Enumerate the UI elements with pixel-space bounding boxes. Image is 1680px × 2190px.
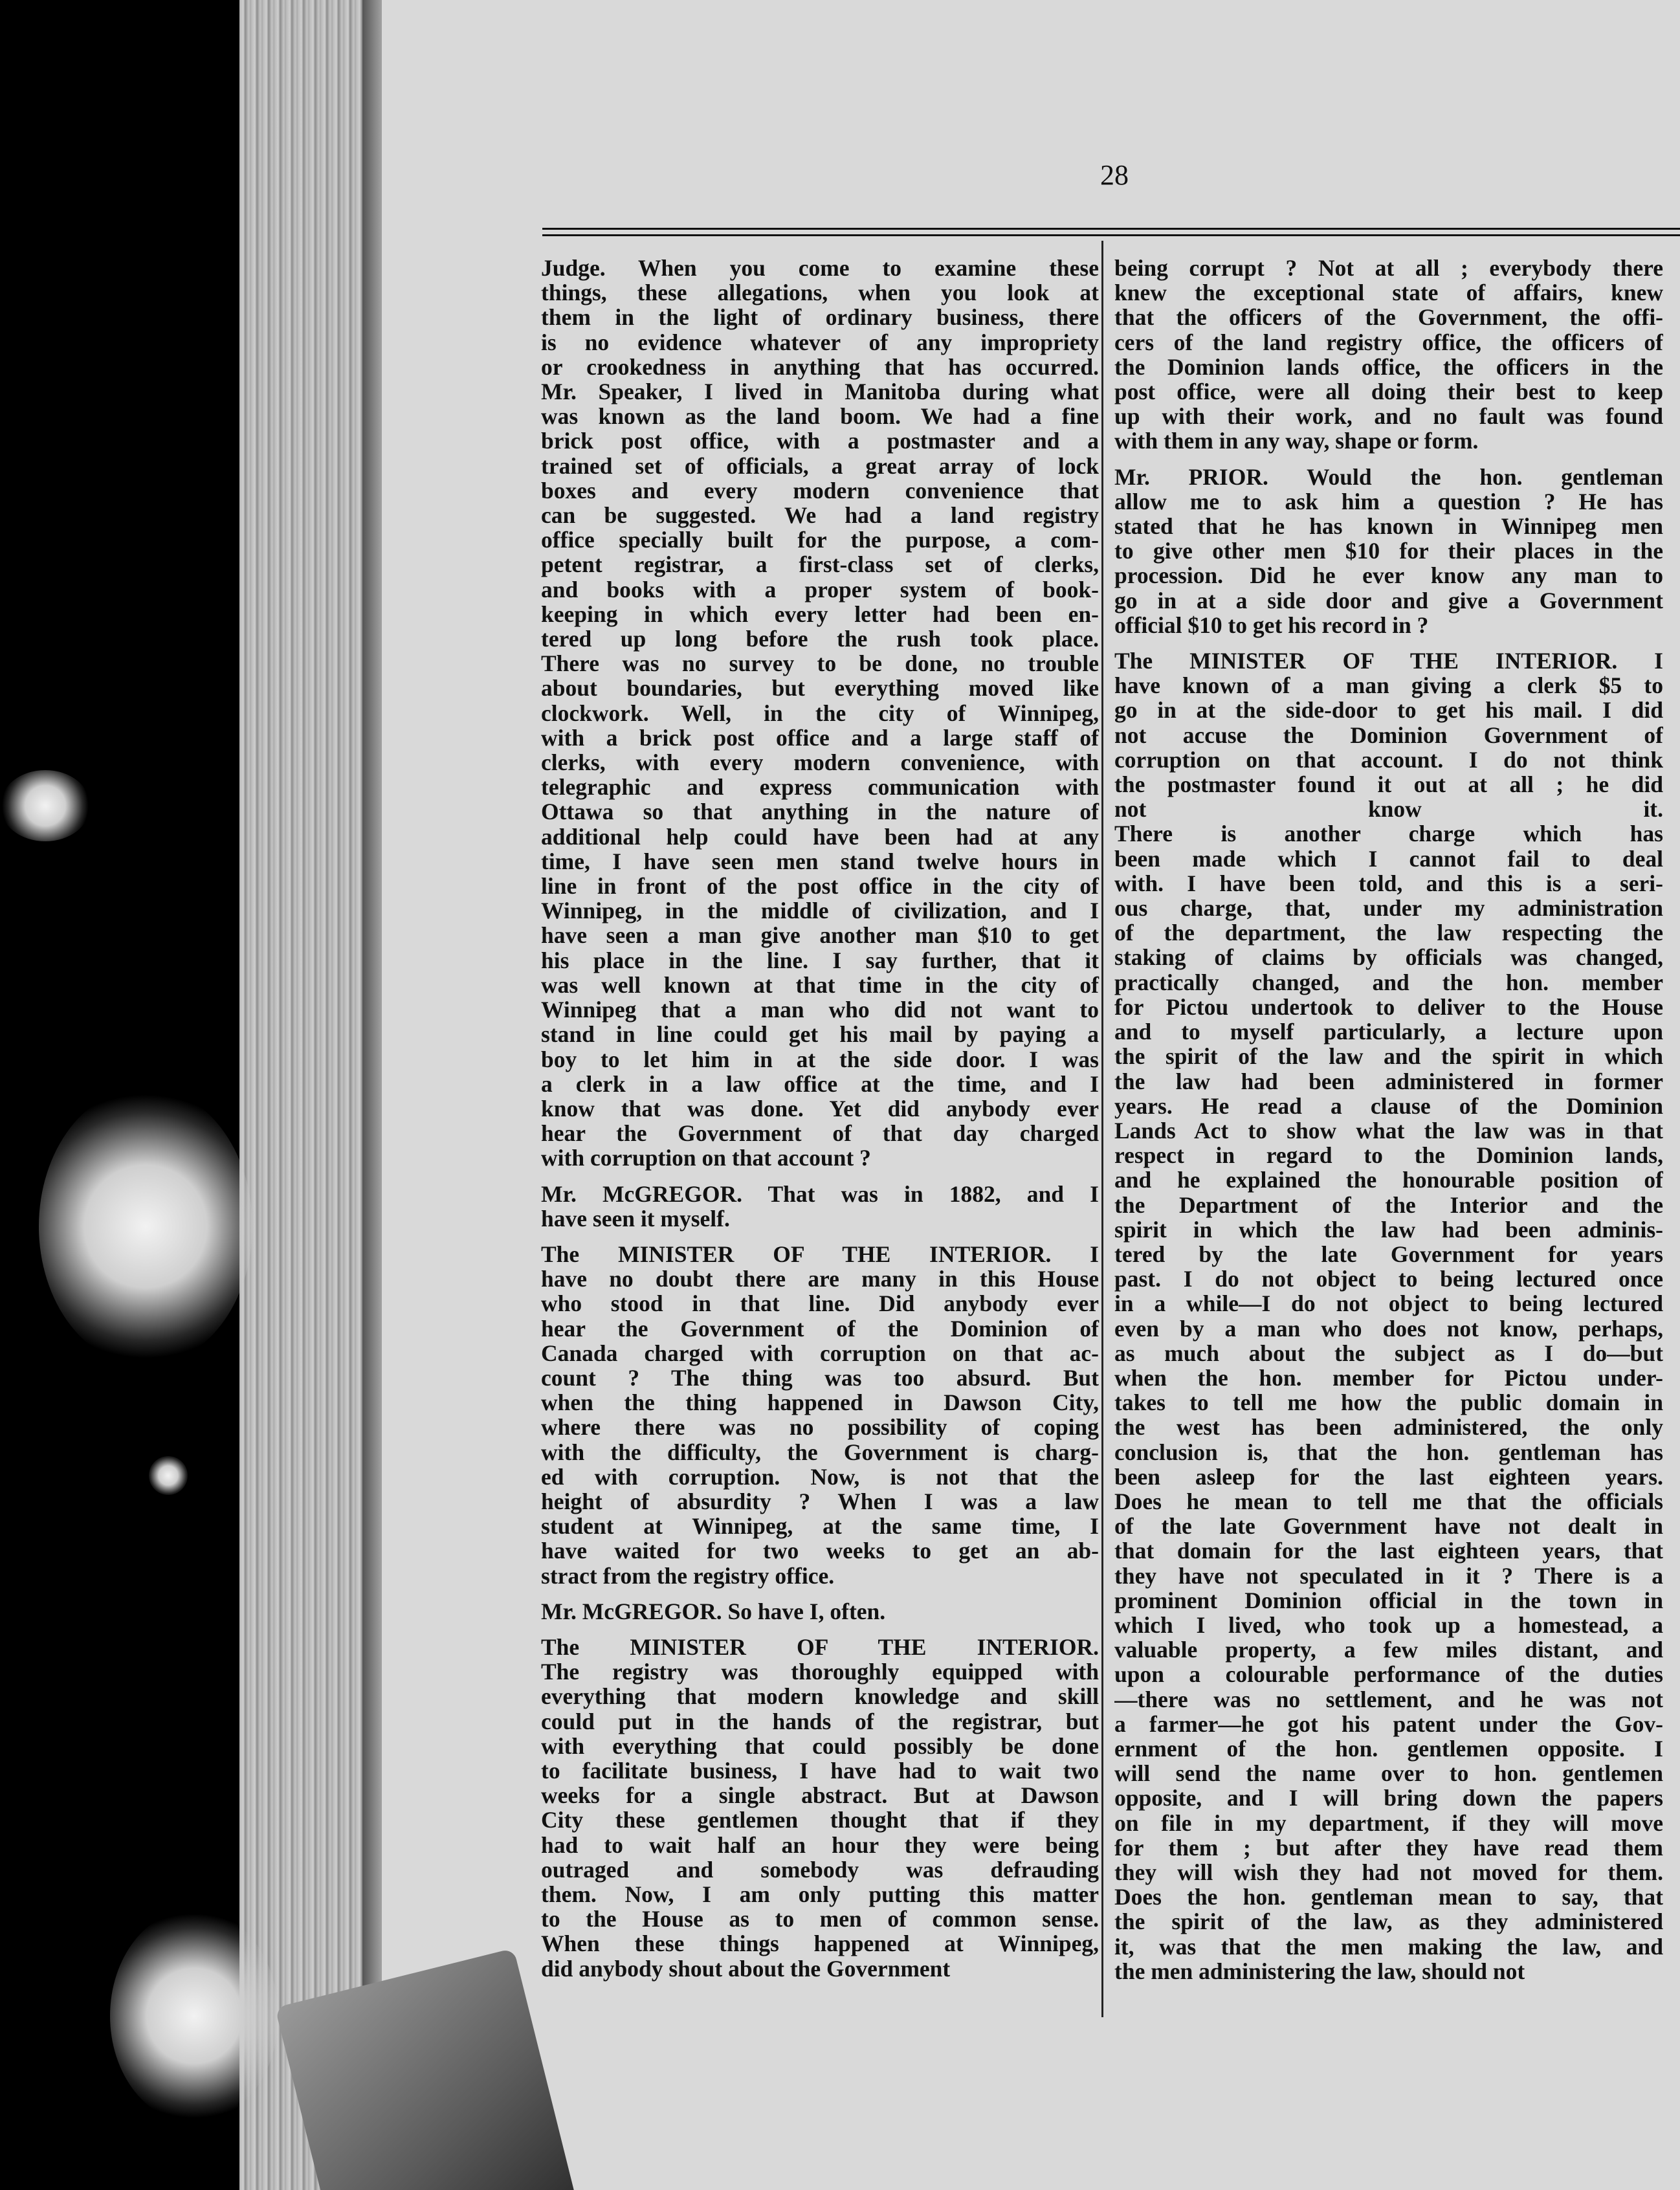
text-line: things, these allegations, when you look at xyxy=(541,280,1099,306)
paragraph-gap xyxy=(541,1171,1099,1182)
text-line: years. He read a clause of the Dominion xyxy=(1114,1092,1663,1119)
text-line: with. I have been told, and this is a seri- xyxy=(1114,870,1663,896)
text-line: opposite, and I will bring down the papers xyxy=(1114,1785,1663,1811)
paragraph-gap xyxy=(541,1588,1099,1599)
text-line: count ? The thing was too absurd. But xyxy=(541,1364,1099,1391)
text-line: boxes and every modern convenience that xyxy=(541,477,1099,503)
text-line: conclusion is, that the hon. gentleman has xyxy=(1114,1439,1663,1465)
text-line: even by a man who does not know, perhaps, xyxy=(1114,1315,1663,1342)
text-line: There is another charge which has xyxy=(1114,821,1663,847)
text-line: trained set of officials, a great array of lock xyxy=(541,452,1099,479)
text-line: hear the Government of the Dominion of xyxy=(541,1315,1099,1342)
text-line: could put in the hands of the registrar, but xyxy=(541,1708,1099,1734)
text-line: they have not speculated in it ? There is a xyxy=(1114,1562,1663,1589)
text-line: staking of claims by officials was changed, xyxy=(1114,944,1663,971)
text-line: allow me to ask him a question ? He has xyxy=(1114,488,1663,514)
text-line: with corruption on that account ? xyxy=(541,1145,871,1171)
text-line: Canada charged with corruption on that ac- xyxy=(541,1340,1099,1366)
text-line: ernment of the hon. gentlemen opposite. I xyxy=(1114,1735,1663,1762)
paragraph-gap xyxy=(1114,454,1663,465)
text-line: —there was no settlement, and he was not xyxy=(1114,1686,1663,1712)
text-line: of the late Government have not dealt in xyxy=(1114,1513,1663,1540)
text-line: not accuse the Dominion Government of xyxy=(1114,722,1663,748)
text-line: keeping in which every letter had been en- xyxy=(541,601,1099,627)
text-line: in a while—I do not object to being lectured xyxy=(1114,1290,1663,1317)
text-line: weeks for a single abstract. But at Dawson xyxy=(541,1782,1099,1809)
text-line: practically changed, and the hon. member xyxy=(1114,969,1663,995)
text-line: have no doubt there are many in this House xyxy=(541,1266,1099,1292)
text-line: Mr. Speaker, I lived in Manitoba during what xyxy=(541,379,1099,405)
text-line: the postmaster found it out at all ; he did xyxy=(1114,771,1663,798)
text-line: height of absurdity ? When I was a law xyxy=(541,1488,1099,1514)
column-divider xyxy=(1101,241,1103,2017)
text-line: stand in line could get his mail by paying a xyxy=(541,1021,1099,1048)
text-line: valuable property, a few miles distant, and xyxy=(1114,1637,1663,1663)
text-line: had to wait half an hour they were being xyxy=(541,1831,1099,1858)
text-line: the law had been administered in former xyxy=(1114,1068,1663,1094)
text-line: corruption on that account. I do not think xyxy=(1114,746,1663,773)
text-line: stract from the registry office. xyxy=(541,1562,835,1589)
text-line: The MINISTER OF THE INTERIOR. xyxy=(541,1633,1099,1660)
text-line: spirit in which the law had been adminis- xyxy=(1114,1216,1663,1243)
text-line: prominent Dominion official in the town in xyxy=(1114,1587,1663,1613)
text-line: of the department, the law respecting the xyxy=(1114,920,1663,946)
text-line: to give other men $10 for their places in the xyxy=(1114,538,1663,564)
text-line: boy to let him in at the side door. I was xyxy=(541,1046,1099,1072)
text-line: takes to tell me how the public domain in xyxy=(1114,1389,1663,1416)
text-line: line in front of the post office in the city of xyxy=(541,873,1099,900)
text-line: to facilitate business, I have had to wait two xyxy=(541,1757,1099,1784)
text-line: have waited for two weeks to get an ab- xyxy=(541,1538,1099,1564)
text-line: the spirit of the law, as they administered xyxy=(1114,1908,1663,1935)
text-line: brick post office, with a postmaster and a xyxy=(541,428,1099,454)
text-line: up with their work, and no fault was found xyxy=(1114,403,1663,430)
text-line: student at Winnipeg, at the same time, I xyxy=(541,1513,1099,1540)
text-line: the spirit of the law and the spirit in which xyxy=(1114,1043,1663,1070)
text-line: official $10 to get his record in ? xyxy=(1114,612,1429,638)
text-line: hear the Government of that day charged xyxy=(541,1120,1099,1147)
text-line: was well known at that time in the city of xyxy=(541,971,1099,998)
text-line: Mr. McGREGOR. That was in 1882, and I xyxy=(541,1180,1099,1207)
text-line: upon a colourable performance of the duties xyxy=(1114,1661,1663,1688)
text-line: a clerk in a law office at the time, and I xyxy=(541,1070,1099,1097)
text-line: go in at the side-door to get his mail. I did xyxy=(1114,697,1663,724)
dust-speck-large xyxy=(39,1087,252,1366)
dust-speck-small xyxy=(0,770,91,841)
text-line: City these gentlemen thought that if they xyxy=(541,1807,1099,1833)
text-line: ous charge, that, under my administration xyxy=(1114,895,1663,922)
text-line: cers of the land registry office, the officers of xyxy=(1114,329,1663,355)
text-line: being corrupt ? Not at all ; everybody there xyxy=(1114,256,1663,281)
text-line: did anybody shout about the Government xyxy=(541,1955,951,1982)
text-line: When these things happened at Winnipeg, xyxy=(541,1930,1099,1957)
text-line: post office, were all doing their best to keep xyxy=(1114,379,1663,405)
text-line: the men administering the law, should not xyxy=(1114,1958,1525,1984)
text-line: and books with a proper system of book- xyxy=(541,576,1099,603)
text-line: can be suggested. We had a land registry xyxy=(541,502,1099,529)
text-line: past. I do not object to being lectured once xyxy=(1114,1266,1663,1292)
text-line: who stood in that line. Did anybody ever xyxy=(541,1290,1099,1317)
text-line: procession. Did he ever know any man to xyxy=(1114,562,1663,589)
text-line: knew the exceptional state of affairs, knew xyxy=(1114,280,1663,306)
text-line: as much about the subject as I do—but xyxy=(1114,1340,1663,1366)
text-line: telegraphic and express communication with xyxy=(541,774,1099,801)
text-line: that the officers of the Government, the offi- xyxy=(1114,304,1663,331)
text-line: go in at a side door and give a Government xyxy=(1114,587,1663,614)
text-line: Does the hon. gentleman mean to say, that xyxy=(1114,1884,1663,1910)
text-line: which I lived, who took up a homestead, a xyxy=(1114,1611,1663,1638)
text-line: The registry was thoroughly equipped with xyxy=(541,1659,1099,1685)
text-line: will send the name over to hon. gentlemen xyxy=(1114,1760,1663,1787)
text-line: everything that modern knowledge and skill xyxy=(541,1683,1099,1710)
text-line: and he explained the honourable position of xyxy=(1114,1167,1663,1193)
text-line: been made which I cannot fail to deal xyxy=(1114,845,1663,872)
text-line: his place in the line. I say further, that it xyxy=(541,947,1099,973)
text-line: Does he mean to tell me that the officials xyxy=(1114,1488,1663,1514)
right-text-column xyxy=(1114,256,1663,1984)
text-line: tered up long before the rush took place. xyxy=(541,626,1099,652)
text-line: they will wish they had not moved for them. xyxy=(1114,1859,1663,1885)
text-line: Mr. McGREGOR. So have I, often. xyxy=(541,1598,886,1624)
text-line: Mr. PRIOR. Would the hon. gentleman xyxy=(1114,463,1663,490)
text-line: Lands Act to show what the law was in that xyxy=(1114,1117,1663,1144)
text-line: them. Now, I am only putting this matter xyxy=(541,1881,1099,1907)
book-page-edges xyxy=(239,0,375,2190)
text-line: ed with corruption. Now, is not that the xyxy=(541,1463,1099,1490)
text-line: The MINISTER OF THE INTERIOR. I xyxy=(1114,648,1663,674)
text-line: clerks, with every modern convenience, with xyxy=(541,749,1099,776)
text-line: for them ; but after they have read them xyxy=(1114,1834,1663,1861)
text-line: The MINISTER OF THE INTERIOR. I xyxy=(541,1241,1099,1267)
text-line: a farmer—he got his patent under the Gov- xyxy=(1114,1710,1663,1737)
paragraph-gap xyxy=(1114,637,1663,648)
paragraph-gap xyxy=(541,1231,1099,1242)
text-line: Judge. When you come to examine these xyxy=(541,255,1099,281)
text-line: with them in any way, shape or form. xyxy=(1114,428,1479,454)
text-line: that domain for the last eighteen years, that xyxy=(1114,1538,1663,1564)
text-line: have seen a man give another man $10 to get xyxy=(541,922,1099,949)
text-line: it, was that the men making the law, and xyxy=(1114,1933,1663,1960)
text-line: where there was no possibility of coping xyxy=(541,1414,1099,1441)
text-line: been asleep for the last eighteen years. xyxy=(1114,1463,1663,1490)
text-line: with the difficulty, the Government is charg- xyxy=(541,1439,1099,1465)
text-line: and to myself particularly, a lecture upon xyxy=(1114,1019,1663,1045)
paragraph-gap xyxy=(541,1624,1099,1635)
text-line: know that was done. Yet did anybody ever xyxy=(541,1095,1099,1122)
page-number: 28 xyxy=(1100,159,1129,191)
text-line: is no evidence whatever of any impropriety xyxy=(541,329,1099,355)
text-line: have known of a man giving a clerk $5 to xyxy=(1114,672,1663,699)
text-line: clockwork. Well, in the city of Winnipeg, xyxy=(541,700,1099,726)
text-line: respect in regard to the Dominion lands, xyxy=(1114,1142,1663,1169)
text-line: on file in my department, if they will move xyxy=(1114,1809,1663,1836)
header-double-rule xyxy=(542,228,1680,236)
text-line: office specially built for the purpose, a com- xyxy=(541,527,1099,553)
text-line: tered by the late Government for years xyxy=(1114,1241,1663,1267)
text-line: There was no survey to be done, no trouble xyxy=(541,650,1099,677)
text-line: Ottawa so that anything in the nature of xyxy=(541,799,1099,825)
text-line: when the hon. member for Pictou under- xyxy=(1114,1364,1663,1391)
text-line: Winnipeg that a man who did not want to xyxy=(541,997,1099,1023)
text-line: for Pictou undertook to deliver to the House xyxy=(1114,993,1663,1020)
text-line: or crookedness in anything that has occurred. xyxy=(541,353,1099,380)
text-line: to the House as to men of common sense. xyxy=(541,1906,1099,1932)
text-line: Winnipeg, in the middle of civilization, and I xyxy=(541,898,1099,924)
text-line: time, I have seen men stand twelve hours in xyxy=(541,848,1099,874)
text-line: when the thing happened in Dawson City, xyxy=(541,1389,1099,1416)
dust-speck-lower xyxy=(110,1909,278,2123)
text-line: the Department of the Interior and the xyxy=(1114,1191,1663,1218)
text-line: with everything that could possibly be done xyxy=(541,1732,1099,1759)
text-line: petent registrar, a first-class set of clerks, xyxy=(541,551,1099,578)
text-line: stated that he has known in Winnipeg men xyxy=(1114,513,1663,540)
text-line: outraged and somebody was defrauding xyxy=(541,1856,1099,1883)
text-line: with a brick post office and a large staff of xyxy=(541,724,1099,751)
text-line: the west has been administered, the only xyxy=(1114,1414,1663,1441)
text-line: them in the light of ordinary business, there xyxy=(541,304,1099,331)
text-line: was known as the land boom. We had a fine xyxy=(541,403,1099,430)
dust-speck-dot xyxy=(149,1456,188,1495)
text-line: about boundaries, but everything moved like xyxy=(541,675,1099,702)
text-line: have seen it myself. xyxy=(541,1205,730,1232)
left-text-column xyxy=(541,256,1099,1981)
text-line: not know it. xyxy=(1114,796,1663,823)
text-line: the Dominion lands office, the officers in the xyxy=(1114,353,1663,380)
text-line: additional help could have been had at any xyxy=(541,823,1099,850)
